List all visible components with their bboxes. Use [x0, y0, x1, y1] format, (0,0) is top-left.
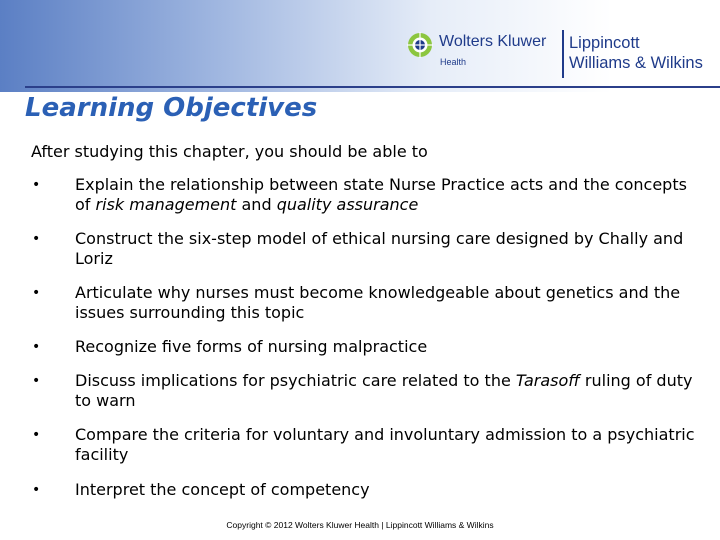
slide-title: Learning Objectives: [25, 93, 318, 123]
copyright-footer: Copyright © 2012 Wolters Kluwer Health | Lippincott Williams & Wilkins: [226, 520, 494, 530]
objective-text: [75, 337, 700, 357]
wolters-kluwer-logo-icon: [407, 32, 433, 58]
objective-text: [75, 229, 700, 269]
bullet-marker: •: [32, 285, 41, 301]
objective-text: [75, 480, 700, 500]
bullet-marker: •: [32, 482, 41, 498]
logo-divider: [562, 30, 564, 78]
objective-text: [75, 425, 700, 465]
bullet-marker: •: [32, 177, 41, 193]
objective-fragment: ruling of duty to warn: [75, 371, 693, 410]
brand-name-wolters-kluwer: Wolters Kluwer: [439, 33, 547, 50]
objective-text: [75, 283, 700, 323]
objective-emphasis: quality assurance: [276, 195, 419, 214]
objective-fragment: Compare the criteria for voluntary and involuntary admission to a psychiatric facility: [75, 425, 695, 464]
brand-division-health: Health: [440, 57, 467, 67]
objective-fragment: Discuss implications for psychiatric care related to the: [75, 371, 516, 390]
header-divider: [25, 86, 720, 88]
bullet-marker: •: [32, 373, 41, 389]
objective-fragment: and: [236, 195, 277, 214]
bullet-marker: •: [32, 231, 41, 247]
bullet-marker: •: [32, 339, 41, 355]
objective-emphasis: Tarasoff: [515, 371, 580, 390]
objective-text: [75, 175, 700, 215]
brand-name-williams-wilkins: Williams & Wilkins: [569, 54, 703, 72]
intro-text: After studying this chapter, you should be able to: [31, 142, 428, 161]
objective-text: [75, 371, 700, 411]
publisher-logo: [407, 30, 717, 78]
objective-fragment: Explain the relationship between state Nurse Practice acts and the concepts of: [75, 175, 687, 214]
brand-name-lippincott: Lippincott: [569, 34, 640, 52]
objective-fragment: Interpret the concept of competency: [75, 480, 370, 499]
bullet-marker: •: [32, 427, 41, 443]
objective-fragment: Articulate why nurses must become knowledgeable about genetics and the issues surrounding this topic: [75, 283, 681, 322]
objective-fragment: Construct the six-step model of ethical nursing care designed by Chally and Loriz: [75, 229, 684, 268]
objective-emphasis: risk management: [95, 195, 237, 214]
objective-fragment: Recognize five forms of nursing malpractice: [75, 337, 428, 356]
